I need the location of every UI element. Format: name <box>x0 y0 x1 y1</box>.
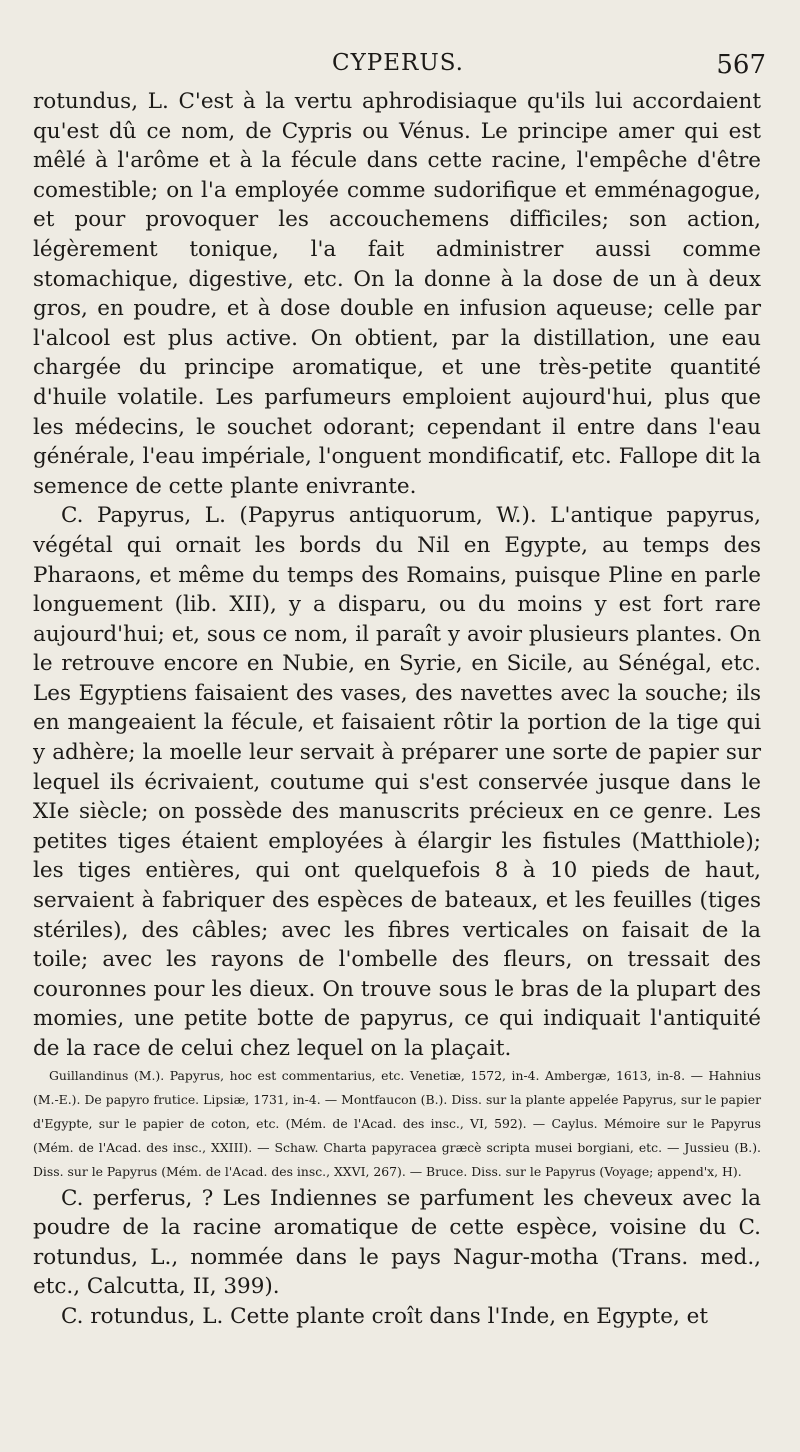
paragraph-cyperus-perferus: C. perferus, ? Les Indiennes se parfument les cheveux avec la poudre de la racine aromatique de cette espèce, voisine du C. rotundus, L., nommée dans le pays Nagur-motha (Trans. med., etc., Calcutta, II, 399). <box>33 1185 761 1300</box>
paragraph-cyperus-rotundus-cont: rotundus, L. C'est à la vertu aphrodisiaque qu'ils lui accordaient qu'est dû ce nom, de Cypris ou Vénus. Le principe amer qui est mêlé à l'arôme et à la fécule dans cette racine, l'empêche d'être comestible; on l'a employée comme sudorifique et emménagogue, et pour provoquer les accouchemens difficiles; son action, légèrement tonique, l'a fait administrer aussi comme stomachique, digestive, etc. On la donne à la dose de un à deux gros, en poudre, et à dose double en infusion aqueuse; celle par l'alcool est plus active. On obtient, par la distillation, une eau chargée du principe aromatique, et une très-petite quantité d'huile volatile. Les parfumeurs emploient aujourd'hui, plus que les médecins, le souchet odorant; cependant il entre dans l'eau générale, l'eau impériale, l'onguent mondificatif, etc. Fallope dit la semence de cette plante enivrante. <box>33 89 761 499</box>
running-head-title: CYPERUS. <box>332 50 464 76</box>
paragraph-cyperus-papyrus: C. Papyrus, L. (Papyrus antiquorum, W.). L'antique papyrus, végétal qui ornait les bords du Nil en Egypte, au temps des Pharaons, et même du temps des Romains, puisque Pline en parle longuement (lib. XII), y a disparu, ou du moins y est fort rare aujourd'hui; et, sous ce nom, il paraît y avoir plusieurs plantes. On le retrouve encore en Nubie, en Syrie, en Sicile, au Sénégal, etc. Les Egyptiens faisaient des vases, des navettes avec la souche; ils en mangeaient la fécule, et faisaient rôtir la portion de la tige qui y adhère; la moelle leur servait à préparer une sorte de papier sur lequel ils écrivaient, coutume qui s'est conservée jusque dans le XIe siècle; on possède des manuscrits précieux en ce genre. Les petites tiges étaient employées à élargir les fistules (Matthiole); les tiges entières, qui ont quelquefois 8 à 10 pieds de haut, servaient à fabriquer des espèces de bateaux, et les feuilles (tiges stériles), des câbles; avec les fibres verticales on faisait de la toile; avec les rayons de l'ombelle des fleurs, on tressait des couronnes pour les dieux. On trouve sous le bras de la plupart des momies, une petite botte de papyrus, ce qui indiquait l'antiquité de la race de celui chez lequel on la plaçait. <box>33 503 761 1061</box>
running-head <box>30 50 766 84</box>
bibliography-papyrus: Guillandinus (M.). Papyrus, hoc est commentarius, etc. Venetiæ, 1572, in-4. Ambergæ, 1613, in-8. — Hahnius (M.-E.). De papyro frutice. Lipsiæ, 1731, in-4. — Montfaucon (B.). Diss. sur la plante appelée Papyrus, sur le papier d'Egypte, sur le papier de coton, etc. (Mém. de l'Acad. des insc., VI, 592). — Caylus. Mémoire sur le Papyrus (Mém. de l'Acad. des insc., XXIII). — Schaw. Charta papyracea græcè scripta musei borgiani, etc. — Jussieu (B.). Diss. sur le Papyrus (Mém. de l'Acad. des insc., XXVI, 267). — Bruce. Diss. sur le Papyrus (Voyage; append'x, H). <box>33 1067 761 1179</box>
body-text <box>33 87 761 1332</box>
paragraph-cyperus-rotundus: C. rotundus, L. Cette plante croît dans l'Inde, en Egypte, et <box>61 1303 709 1329</box>
page-number: 567 <box>716 50 766 80</box>
